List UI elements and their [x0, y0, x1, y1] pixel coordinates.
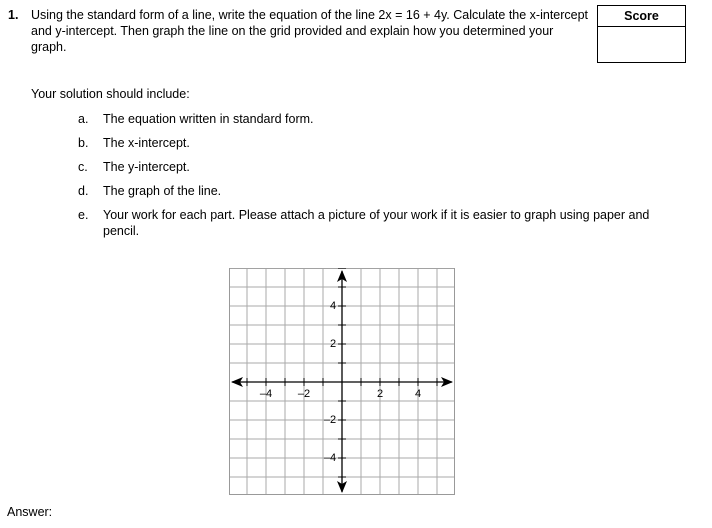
question-text: Using the standard form of a line, write the equation of the line 2x = 16 + 4y. Calculate the x-intercept and y-intercept. Then graph the line on the grid provided and explain how you determined your graph.	[31, 8, 589, 54]
score-box	[597, 5, 686, 63]
y-tick-label: –4	[323, 452, 337, 464]
coordinate-grid[interactable]	[229, 268, 455, 495]
list-item-marker: c.	[78, 160, 88, 174]
y-tick-label: –2	[323, 414, 337, 426]
x-tick-label: 4	[414, 388, 422, 400]
list-item-text: The graph of the line.	[103, 184, 222, 198]
list-item-text: The y-intercept.	[103, 160, 190, 174]
list-item-marker: d.	[78, 184, 89, 198]
list-item-marker: a.	[78, 112, 89, 126]
answer-label: Answer:	[7, 505, 53, 519]
instructions-intro: Your solution should include:	[31, 87, 190, 101]
question-number: 1.	[8, 8, 19, 22]
score-field[interactable]	[598, 27, 685, 64]
list-item-text: Your work for each part. Please attach a picture of your work if it is easier to graph using paper and pencil.	[103, 208, 650, 238]
y-tick-label: 4	[329, 300, 337, 312]
y-tick-label: 2	[329, 338, 337, 350]
list-item-marker: e.	[78, 208, 89, 222]
list-item-text: The equation written in standard form.	[103, 112, 314, 126]
x-tick-label: –4	[259, 388, 273, 400]
list-item-marker: b.	[78, 136, 89, 150]
x-tick-label: 2	[376, 388, 384, 400]
list-item-text: The x-intercept.	[103, 136, 190, 150]
score-label: Score	[598, 6, 685, 27]
x-tick-label: –2	[297, 388, 311, 400]
